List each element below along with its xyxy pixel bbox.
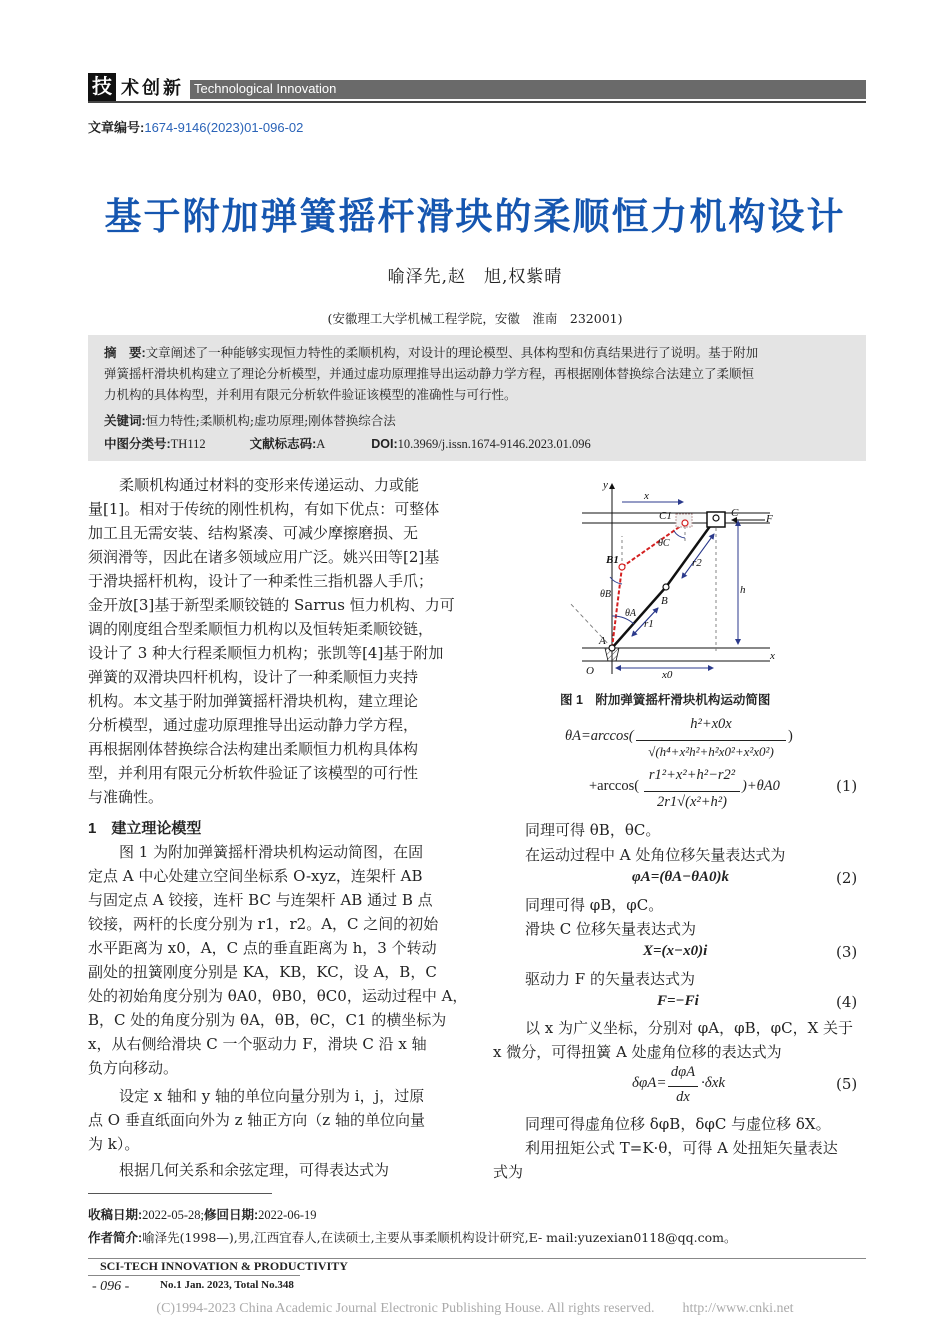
label-a: A [599, 635, 606, 647]
eq5-fraction-bar [668, 1086, 698, 1087]
label-h: h [740, 584, 746, 596]
para1-line-5: 于滑块摇杆机构，设计了一种柔性三指机器人手爪； [88, 572, 434, 590]
eq1-numerator-2: r1²+x²+h²−r2² [648, 767, 736, 783]
eq1-paren: ) [788, 728, 793, 744]
para1-line-11: 分析模型，通过虚功原理推导出运动静力学方程， [88, 716, 419, 734]
abstract-label: 摘 要: [104, 346, 146, 360]
eq2-number: (2) [836, 869, 858, 887]
eq3: X=(x−x0)i [643, 943, 708, 959]
clc-value: TH112 [170, 437, 206, 451]
issue-info: No.1 Jan. 2023, Total No.348 [160, 1279, 294, 1291]
paper-title: 基于附加弹簧摇杆滑块的柔顺恒力机构设计 [104, 196, 846, 237]
clc-line [104, 434, 591, 454]
journal-name: SCI-TECH INNOVATION & PRODUCTIVITY [100, 1259, 348, 1273]
author-bio-label: 作者简介: [88, 1231, 143, 1245]
eq5-numerator: dφA [670, 1064, 696, 1080]
joint-b1 [619, 564, 625, 570]
eq2: φA=(θA−θA0)k [632, 869, 729, 885]
eq1-fraction-bar-1 [636, 740, 786, 741]
label-b1: B1 [606, 554, 619, 566]
abstract-line-2: 弹簧摇杆滑块机构建立了理论分析模型，并通过虚功原理推导出运动静力学方程，再根据刚体替换综合法建立了柔顺恒 [104, 366, 755, 381]
right-text-8a: 利用扭矩公式 T=K·θ，可得 A 处扭矩矢量表达 [525, 1139, 838, 1157]
para1-line-10: 机构。本文基于附加弹簧摇杆滑块机构，建立理论 [88, 692, 419, 710]
label-r1: r1 [644, 618, 654, 630]
clc-label: 中图分类号: [104, 437, 171, 451]
right-text-1: 同理可得 θB，θC。 [525, 821, 661, 839]
eq4-number: (4) [836, 993, 858, 1011]
link-ab [612, 587, 666, 648]
abstract-line-3: 力机构的具体构型，并利用有限元分析软件验证该模型的准确性与可行性。 [104, 387, 517, 402]
para1-line-9: 弹簧的双滑块四杆机构，设计了一种柔顺恒力夹持 [88, 668, 419, 686]
article-number-value: 1674-9146(2023)01-096-02 [144, 120, 304, 135]
para1-line-12: 再根据刚体替换综合法构建出柔顺恒力机构具体构 [88, 740, 419, 758]
label-y: y [603, 479, 608, 491]
para3-line-1: 设定 x 轴和 y 轴的单位向量分别为 i，j，过原 [119, 1087, 425, 1105]
keywords: 恒力特性;柔顺机构;虚功原理;刚体替换综合法 [145, 413, 396, 428]
label-r2: r2 [692, 557, 702, 569]
right-text-3: 同理可得 φB，φC。 [525, 896, 664, 914]
revised-label: 修回日期: [203, 1208, 259, 1222]
para2-line-5: 水平距离为 x0，A，C 点的垂直距离为 h，3 个转动 [88, 939, 437, 957]
eq1b-lhs: +arccos( [589, 778, 640, 794]
para3-line-3: 为 k）。 [88, 1135, 140, 1153]
para1-line-4: 须润滑等，因此在诸多领域应用广泛。姚兴田等[2]基 [88, 548, 440, 566]
para2-line-8: B，C 处的角度分别为 θA，θB，θC，C1 的横坐标为 [88, 1011, 447, 1029]
para1-line-8: 设计了 3 种大行程柔顺恒力机构；张凯等[4]基于附加 [88, 644, 444, 662]
label-f: F [766, 513, 773, 525]
label-theta-a: θA [625, 608, 637, 619]
label-c1: C1 [659, 510, 672, 522]
para2-line-9: x，从右侧给滑块 C 一个驱动力 F，滑块 C 沿 x 轴 [88, 1035, 427, 1053]
joint-b [663, 584, 669, 590]
eq1b-tail: )+θA0 [742, 778, 780, 794]
para1-line-13: 型，并利用有限元分析软件验证了该模型的可行性 [88, 764, 419, 782]
eq5-denominator: dx [676, 1089, 690, 1105]
eq5-rhs: ·δxk [701, 1075, 726, 1091]
para1-line-7: 调的刚度组合型柔顺恒力机构以及恒转矩柔顺铰链， [88, 620, 434, 638]
para1-line-3: 加工且无需安装、结构紧凑、可减少摩擦磨损、无 [88, 524, 419, 542]
abstract-text: 文章阐述了一种能够实现恒力特性的柔顺机构，对设计的理论模型、具体构型和仿真结果进行了说明。基于附加 [145, 345, 759, 360]
article-number-label: 文章编号: [88, 120, 145, 135]
para2-line-1: 图 1 为附加弹簧摇杆滑块机构运动简图，在固 [119, 843, 424, 861]
right-text-8b: 式为 [493, 1163, 524, 1181]
copyright-watermark: (C)1994-2023 China Academic Journal Electronic Publishing House. All rights reserved. http://www.cnki.net [156, 1301, 794, 1316]
link-ab1 [612, 567, 622, 648]
eq3-number: (3) [836, 943, 858, 961]
arc-theta-c [674, 531, 685, 538]
doc-code-label: 文献标志码: [249, 437, 317, 451]
page-number: - 096 - [92, 1279, 130, 1294]
label-x: x [770, 650, 775, 662]
abstract-line-1 [104, 343, 758, 363]
para3-line-2: 点 O 垂直纸面向外为 z 轴正方向（z 轴的单位向量 [88, 1111, 425, 1129]
affiliation: (安徽理工大学机械工程学院，安徽 淮南 232001) [327, 311, 623, 326]
author-bio: 喻泽先(1998—),男,江西宜春人,在读硕士,主要从事柔顺机构设计研究,E- mail:yuzexian0118@qq.com。 [142, 1230, 737, 1245]
eq1-numerator-1: h²+x0x [690, 716, 732, 732]
right-text-5: 驱动力 F 的矢量表达式为 [525, 970, 695, 988]
section-english: Technological Innovation [194, 81, 337, 96]
right-text-6b: x 微分，可得扭簧 A 处虚角位移的表达式为 [493, 1043, 782, 1061]
mechanism-diagram [570, 476, 780, 684]
para2-line-6: 副处的扭簧刚度分别是 KA，KB，KC，设 A，B，C [88, 963, 437, 981]
eq4: F=−Fi [657, 993, 699, 1009]
para2-line-7: 处的初始角度分别为 θA0，θB0，θC0，运动过程中 A， [88, 987, 468, 1005]
dates-line [88, 1205, 316, 1223]
header-rule [88, 101, 866, 103]
author-bio-line [88, 1228, 737, 1246]
keywords-label: 关键词: [104, 414, 146, 428]
link-bc [666, 518, 716, 587]
received-label: 收稿日期: [88, 1208, 143, 1222]
joint-c1 [682, 520, 688, 526]
section-badge: 技 [88, 73, 116, 101]
article-number [88, 117, 303, 136]
doi-value: 10.3969/j.issn.1674-9146.2023.01.096 [397, 437, 591, 451]
para1-line-1: 柔顺机构通过材料的变形来传递运动、力或能 [119, 476, 420, 494]
label-theta-c: θC [658, 538, 670, 549]
para1-line-2: 量[1]。相对于传统的刚性机构，有如下优点：可整体 [88, 500, 440, 518]
eq1-number: (1) [836, 777, 858, 795]
para1-line-14: 与准确性。 [88, 788, 164, 806]
right-text-7: 同理可得虚角位移 δφB，δφC 与虚位移 δX。 [525, 1115, 831, 1133]
doc-code-value: A [316, 437, 326, 451]
para2-line-2: 定点 A 中心处建立空间坐标系 O-xyz，连架杆 AB [88, 867, 423, 885]
doi-label: DOI: [371, 437, 398, 451]
para1-line-6: 金开放[3]基于新型柔顺铰链的 Sarrus 恒力机构、力可 [88, 596, 455, 614]
label-c: C [731, 507, 739, 519]
right-text-2: 在运动过程中 A 处角位移矢量表达式为 [525, 846, 786, 864]
label-x0: x0 [662, 669, 673, 681]
received-date: 2022-05-28; [142, 1208, 204, 1222]
eq1-fraction-bar-2 [644, 791, 740, 792]
footnote-rule [88, 1193, 272, 1194]
revised-date: 2022-06-19 [258, 1208, 317, 1222]
joint-c [713, 515, 719, 521]
label-o: O [586, 665, 594, 677]
link-b1c1 [622, 523, 685, 567]
right-text-4: 滑块 C 位移矢量表达式为 [525, 920, 697, 938]
eq5-number: (5) [836, 1075, 858, 1093]
label-b: B [661, 595, 668, 607]
label-x-top: x [644, 490, 649, 502]
authors: 喻泽先,赵 旭,权紫晴 [387, 267, 563, 287]
eq1-lhs: θA=arccos( [565, 728, 634, 744]
para2-line-10: 负方向移动。 [88, 1059, 179, 1077]
figure-caption: 图 1 附加弹簧摇杆滑块机构运动简图 [560, 693, 771, 707]
section-heading-1: 1 建立理论模型 [88, 820, 202, 837]
eq1-denominator-2: 2r1√(x²+h²) [657, 794, 727, 810]
right-text-6a: 以 x 为广义坐标，分别对 φA，φB，φC，X 关于 [525, 1019, 854, 1037]
label-theta-b: θB [600, 589, 612, 600]
para4-line-1: 根据几何关系和余弦定理，可得表达式为 [119, 1161, 390, 1179]
para2-line-3: 与固定点 A 铰接，连杆 BC 与连架杆 AB 通过 B 点 [88, 891, 433, 909]
para2-line-4: 铰接，两杆的长度分别为 r1，r2。A，C 之间的初始 [88, 915, 439, 933]
eq1-denominator-1: √(h⁴+x²h²+h²x0²+x²x0²) [648, 744, 774, 759]
joint-a [609, 645, 615, 651]
eq5-lhs: δφA= [632, 1075, 667, 1091]
section-name: 术创新 [121, 78, 184, 98]
keywords-line [104, 411, 396, 431]
